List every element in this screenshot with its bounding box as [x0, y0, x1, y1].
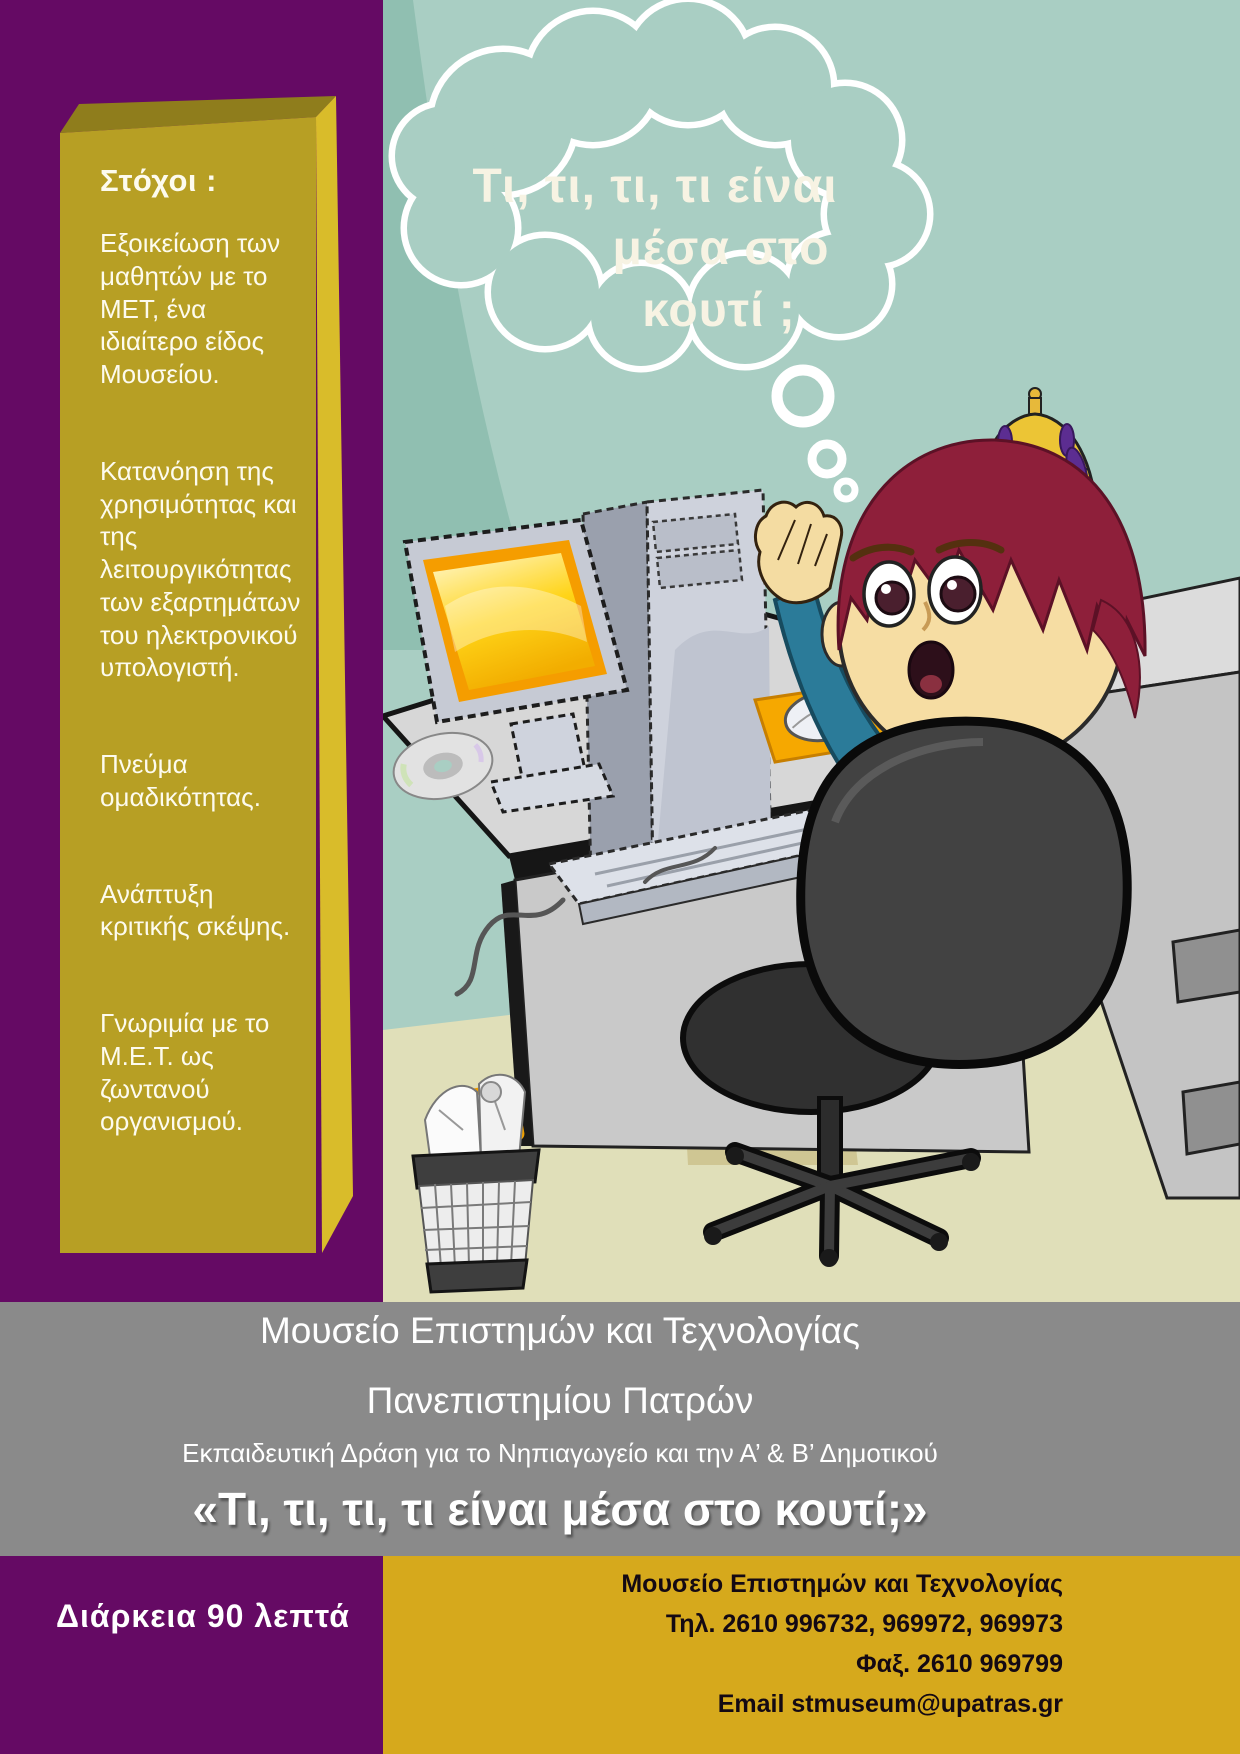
museum-title-line1: Μουσείο Επιστημών και Τεχνολογίας: [259, 1310, 861, 1351]
bubble-tail-medium: [812, 444, 842, 474]
contact-band: [383, 1556, 1240, 1754]
contact-name: Μουσείο Επιστημών και Τεχνολογίας: [621, 1570, 1063, 1598]
goal-item: Κατανόηση της χρησιμότητας και της λειτουργικότητας των εξαρτημάτων του ηλεκτρονικού υπολογιστή.: [100, 455, 301, 683]
contact-fax: Φαξ. 2610 969799: [856, 1650, 1063, 1678]
bubble-tail-large: [777, 370, 829, 422]
scene-illustration: [383, 0, 1240, 1302]
contact-email: Email stmuseum@upatras.gr: [717, 1690, 1063, 1718]
goal-item: Γνωριμία με το Μ.Ε.Τ. ως ζωντανού οργανισμού.: [100, 1008, 270, 1137]
goal-item: Ανάπτυξη κριτικής σκέψης.: [100, 878, 291, 942]
goals-title: Στόχοι :: [100, 163, 217, 198]
bubble-text-line-2: μέσα στο: [612, 222, 830, 275]
goals-box-side-face: [316, 96, 353, 1253]
goal-item: Πνεύμα ομαδικότητας.: [100, 749, 261, 812]
duration-label: Διάρκεια 90 λεπτά: [56, 1598, 350, 1634]
activity-subtitle: Εκπαιδευτική Δράση για το Νηπιαγωγείο και την Α’ & Β’ Δημοτικού: [182, 1438, 938, 1468]
goal-item: Εξοικείωση των μαθητών με το ΜΕΤ, ένα ιδιαίτερο είδος Μουσείου.: [100, 228, 281, 389]
museum-title-line2: Πανεπιστημίου Πατρών: [366, 1380, 754, 1421]
trash-can: [413, 1075, 539, 1292]
activity-slogan: «Τι, τι, τι, τι είναι μέσα στο κουτί;»: [192, 1483, 928, 1535]
contact-block: [621, 1564, 1063, 1724]
goals-box: [60, 133, 316, 1253]
boy-hand: [755, 502, 841, 603]
bubble-tail-small: [837, 481, 855, 499]
bubble-text-line-1: Τι, τι, τι, τι είναι: [472, 160, 838, 213]
bubble-text-line-3: κουτί ;: [642, 284, 796, 337]
chair-back: [801, 721, 1127, 1064]
contact-phone: Τηλ. 2610 996732, 969972, 969973: [665, 1610, 1063, 1638]
info-band: [0, 1302, 1240, 1556]
